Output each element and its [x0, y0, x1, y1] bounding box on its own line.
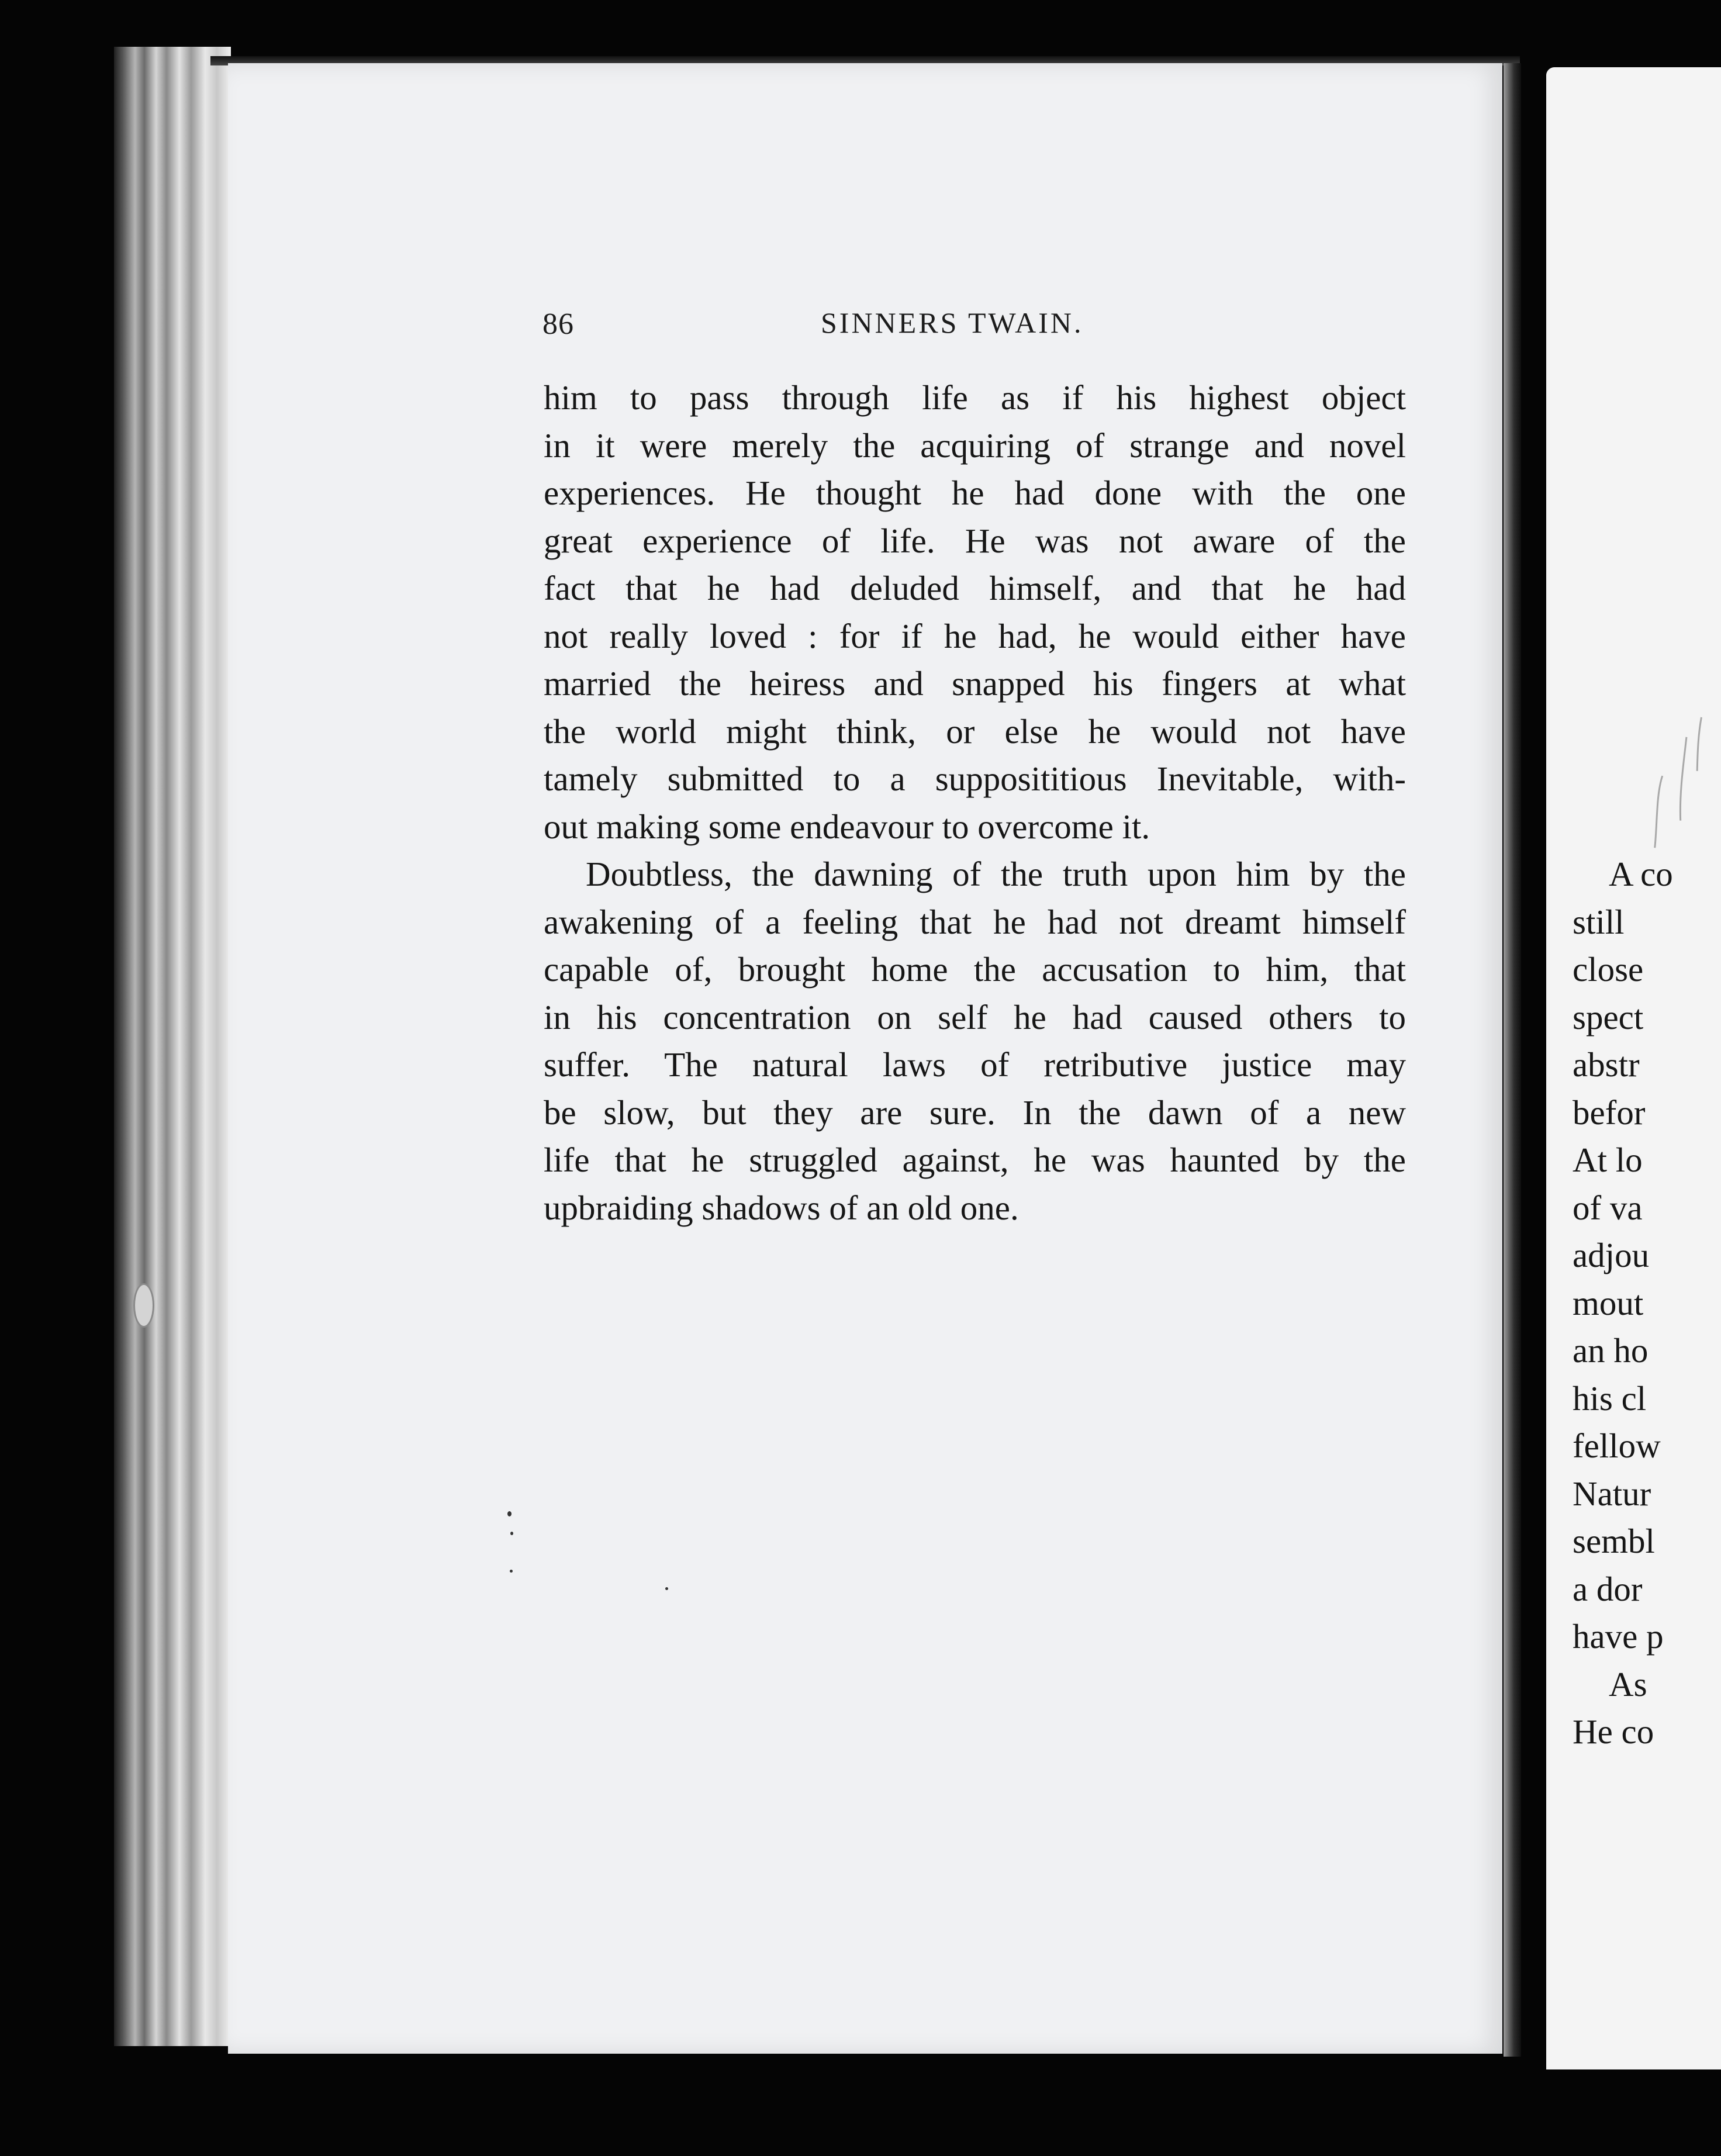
ink-speck [507, 1511, 512, 1516]
text-line: tamely submitted to a supposititious Inevitable, with- [544, 759, 1406, 798]
text-line: awakening of a feeling that he had not dreamt himself [544, 902, 1406, 941]
right-text-line: adjou [1573, 1236, 1650, 1274]
right-text-line: mout [1573, 1283, 1644, 1322]
right-text-line: of va [1573, 1188, 1643, 1227]
text-line: the world might think, or else he would not have [544, 711, 1406, 751]
right-text-line: a dor [1573, 1569, 1643, 1608]
ink-speck [510, 1532, 513, 1535]
text-line: not really loved : for if he had, he would either have [544, 616, 1406, 655]
ink-speck [665, 1587, 668, 1590]
right-text-line: an ho [1573, 1331, 1649, 1370]
right-page-text [1573, 851, 1721, 1756]
text-line: in it were merely the acquiring of strange and novel [544, 426, 1406, 465]
right-text-line: still [1573, 902, 1625, 941]
right-text-line: Natur [1573, 1474, 1651, 1513]
gutter-shadow [1504, 63, 1521, 2057]
right-page [1546, 67, 1721, 2069]
right-text-line: fellow [1573, 1426, 1661, 1465]
body-text [544, 374, 1406, 1232]
text-line: life that he struggled against, he was haunted by the [544, 1141, 1406, 1179]
right-text-line: At lo [1573, 1141, 1643, 1179]
ink-speck [510, 1570, 513, 1573]
text-line: out making some endeavour to overcome it. [544, 807, 1150, 846]
text-line: married the heiress and snapped his fingers at what [544, 664, 1406, 703]
right-text-line: A co [1609, 855, 1673, 893]
edge-tab [133, 1283, 154, 1328]
right-text-line: close [1573, 950, 1644, 989]
right-text-line: sembl [1573, 1522, 1655, 1560]
right-text-line: have p [1573, 1617, 1664, 1656]
text-line: suffer. The natural laws of retributive justice may [544, 1045, 1406, 1084]
text-line: fact that he had deluded himself, and that he had [544, 569, 1406, 607]
text-line: great experience of life. He was not aware of the [544, 521, 1406, 560]
text-line: capable of, brought home the accusation to him, that [544, 950, 1406, 989]
text-line: experiences. He thought he had done with the one [544, 474, 1406, 512]
running-title: SINNERS TWAIN. [821, 306, 1084, 339]
right-text-line: He co [1573, 1712, 1654, 1751]
right-text-line: abstr [1573, 1045, 1640, 1084]
page-number: 86 [542, 307, 574, 341]
text-line: in his concentration on self he had caused others to [544, 997, 1406, 1036]
text-line: him to pass through life as if his highest object [544, 378, 1406, 417]
right-text-line: spect [1573, 997, 1644, 1036]
right-text-line: befor [1573, 1093, 1646, 1132]
text-line: be slow, but they are sure. In the dawn of a new [544, 1093, 1406, 1132]
text-line: upbraiding shadows of an old one. [544, 1188, 1019, 1227]
right-text-line: his cl [1573, 1378, 1647, 1418]
page-edges [114, 47, 231, 2046]
text-line: Doubtless, the dawning of the truth upon him by the [586, 855, 1406, 893]
right-text-line: As [1609, 1664, 1647, 1704]
pencil-marks [1618, 699, 1721, 862]
